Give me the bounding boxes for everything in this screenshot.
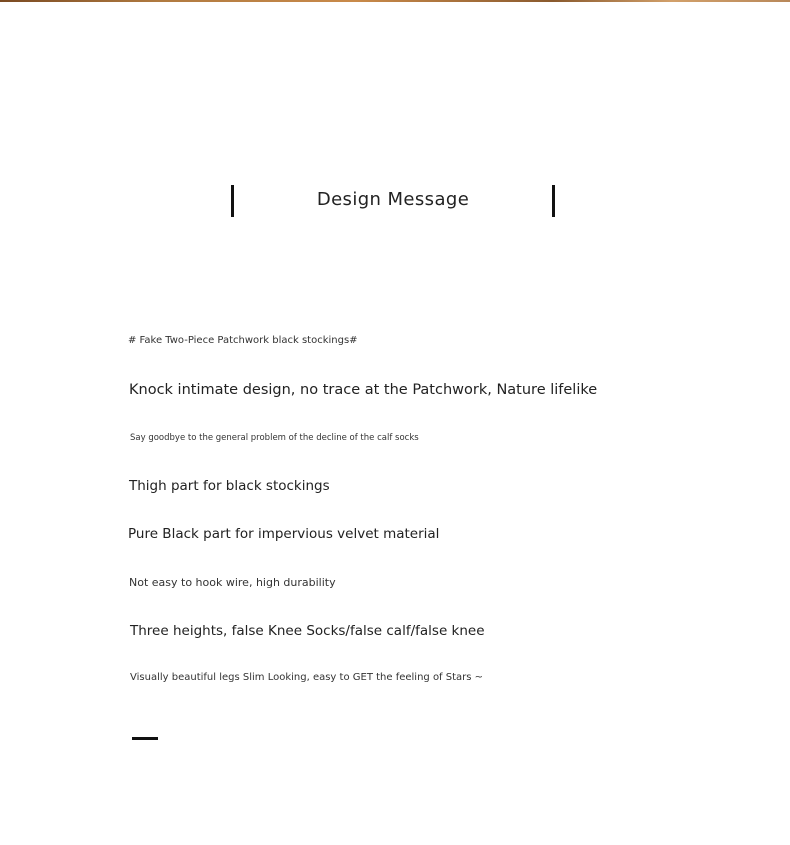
feature-line: Visually beautiful legs Slim Looking, easy to GET the feeling of Stars ~ <box>130 672 484 683</box>
section-title: Design Message <box>316 189 470 210</box>
section-header <box>231 185 555 217</box>
top-image-edge <box>0 0 790 2</box>
feature-line: Pure Black part for impervious velvet material <box>128 526 440 542</box>
end-divider <box>132 737 158 740</box>
feature-line: Three heights, false Knee Socks/false calf/false knee <box>130 623 485 639</box>
header-right-bar <box>552 185 555 217</box>
feature-line: Thigh part for black stockings <box>129 478 330 494</box>
feature-line: Knock intimate design, no trace at the Patchwork, Nature lifelike <box>129 382 598 398</box>
feature-line: Not easy to hook wire, high durability <box>129 576 336 589</box>
feature-line: Say goodbye to the general problem of the decline of the calf socks <box>130 433 419 443</box>
product-tagline: # Fake Two-Piece Patchwork black stockings# <box>128 335 358 346</box>
